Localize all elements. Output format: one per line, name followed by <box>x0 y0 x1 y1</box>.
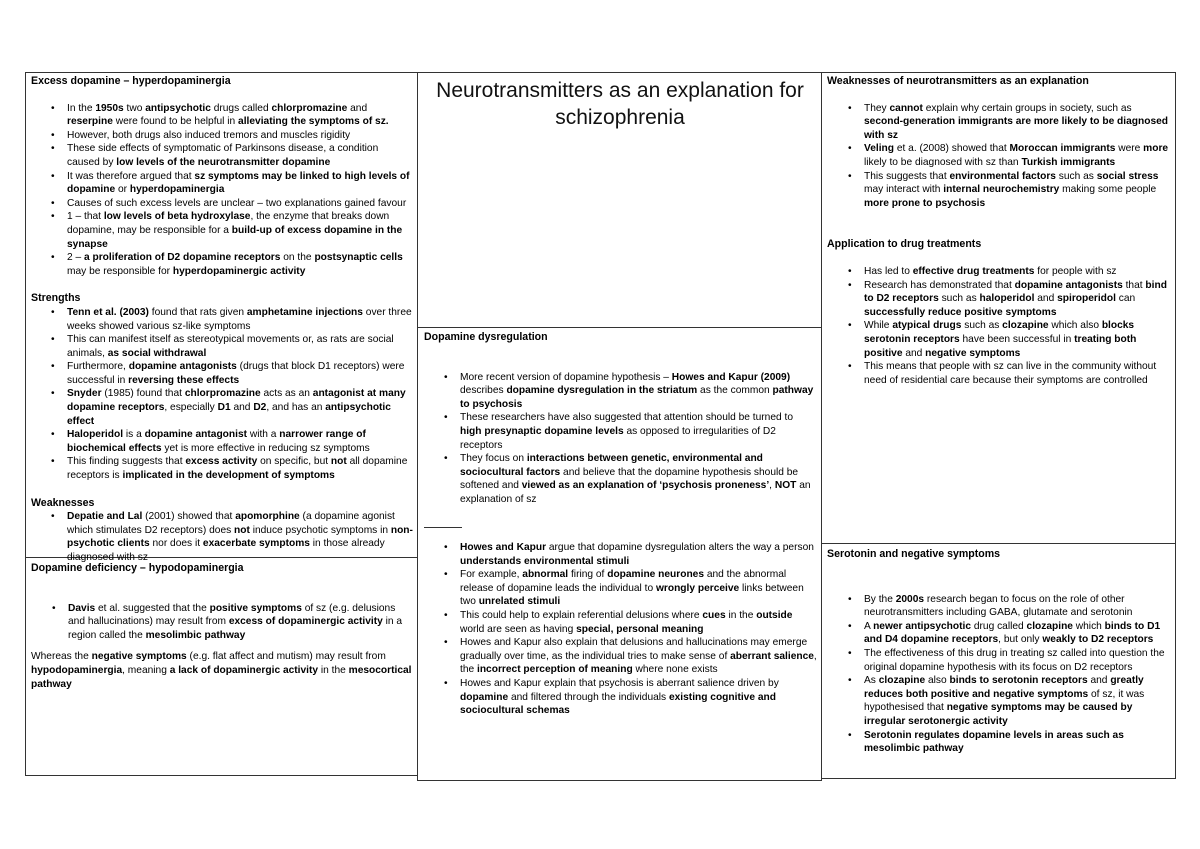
text: et a. (2008) showed that <box>894 143 1010 155</box>
bold-text: dopamine antagonists <box>128 361 237 373</box>
bold-text: 1950s <box>95 102 124 114</box>
bullet-icon: • <box>52 602 56 614</box>
text: However, both drugs also induced tremors and muscles rigidity <box>67 129 351 141</box>
bullet-icon: • <box>444 637 448 649</box>
text: , and has an <box>266 402 326 414</box>
bold-text: clozapine <box>1026 620 1073 632</box>
bold-text: amphetamine injections <box>246 306 363 318</box>
list-item <box>51 387 413 428</box>
text: , especially <box>164 402 218 414</box>
text: (e.g. flat affect and mutism) may result from <box>186 651 386 663</box>
text: This suggests that <box>864 170 950 182</box>
bold-text: antagonist at many dopamine receptors <box>67 388 406 414</box>
list-item <box>444 677 817 718</box>
text: research began to focus on the role of other neurotransmitters including GABA, glutamate and serotonin <box>864 593 1133 619</box>
bold-text: D2 <box>253 402 267 414</box>
text: in the <box>318 664 349 676</box>
bullet-icon: • <box>444 609 448 621</box>
bullet-icon: • <box>51 143 55 155</box>
text: Howes and Kapur explain that psychosis is aberrant salience driven by <box>460 677 779 689</box>
bullet-icon: • <box>51 211 55 223</box>
text: , but only <box>998 634 1043 646</box>
bold-text: chlorpromazine <box>184 388 261 400</box>
text: likely to be diagnosed with sz than <box>864 156 1022 168</box>
text: This can manifest itself as stereotypical movements or, as rats are social animals, <box>67 334 394 359</box>
list-item <box>444 541 817 568</box>
text: This finding suggests that <box>67 456 186 468</box>
bold-text: high presynaptic dopamine levels <box>460 425 624 437</box>
bullet-icon: • <box>444 453 448 465</box>
bold-text: spiroperidol <box>1057 293 1116 305</box>
bold-text: a proliferation of D2 dopamine receptors <box>84 252 281 264</box>
text: Causes of such excess levels are unclear – two explanations gained favour <box>67 197 407 209</box>
bold-text: effective drug treatments <box>912 265 1035 277</box>
bold-text: Howes and Kapur (2009) <box>671 371 791 383</box>
bold-text: Serotonin regulates dopamine levels in areas such as mesolimbic pathway <box>864 729 1124 755</box>
bullet-icon: • <box>848 361 852 373</box>
text: of sz, it was hypothesised that <box>864 688 1145 714</box>
bullet-icon: • <box>51 197 55 209</box>
bold-text: special, personal meaning <box>576 623 704 635</box>
bold-text: Turkish immigrants <box>1021 156 1116 168</box>
text: for people with sz <box>1034 265 1117 277</box>
weak-nt-heading: Weaknesses of neurotransmitters as an explanation <box>827 75 1089 87</box>
dysregulation-section-2 <box>424 541 817 718</box>
text: These side effects of symptomatic of Parkinsons disease, a condition caused by <box>67 143 379 168</box>
text: This could help to explain referential delusions where <box>460 609 703 621</box>
bold-text: sz symptoms may be linked to high levels of dopamine <box>67 170 410 196</box>
page-title: Neurotransmitters as an explanation for schizophrenia <box>436 79 804 129</box>
bold-text: narrower range of biochemical effects <box>67 429 366 454</box>
bold-text: implicated in the development of symptoms <box>122 470 335 482</box>
bullet-icon: • <box>444 412 448 424</box>
bold-text: binds to serotonin receptors <box>949 675 1088 687</box>
text: For example, <box>460 569 523 581</box>
list-item <box>848 647 1171 674</box>
text: as the common <box>697 385 773 397</box>
list-item <box>848 265 1171 279</box>
text: drugs called <box>210 102 272 114</box>
text: and <box>230 402 254 414</box>
bold-text: environmental factors <box>949 170 1056 182</box>
bold-text: mesocortical pathway <box>31 664 412 690</box>
text: on the <box>280 252 315 264</box>
list-item <box>444 636 817 677</box>
bold-text: Veling <box>864 143 895 155</box>
bold-text: Depatie and Lal <box>67 511 143 523</box>
text: As <box>864 675 879 687</box>
bullet-icon: • <box>848 320 852 332</box>
bold-text: greatly reduces both positive and negative symptoms <box>864 675 1144 700</box>
bold-text: incorrect perception of meaning <box>477 664 633 676</box>
bold-text: social stress <box>1096 170 1159 182</box>
text: were found to be helpful in <box>112 116 239 128</box>
text: in those already diagnosed with sz <box>67 538 385 563</box>
text: Furthermore, <box>67 361 129 373</box>
bold-text: unrelated stimuli <box>478 596 561 608</box>
text: and <box>1034 293 1058 305</box>
bold-text: viewed as an explanation of ‘psychosis proneness’ <box>521 480 770 492</box>
bullet-icon: • <box>848 102 852 114</box>
text: where none exists <box>632 664 718 676</box>
bold-text: apomorphine <box>235 511 300 523</box>
text: induce psychotic symptoms in <box>249 524 391 536</box>
bullet-icon: • <box>848 729 852 741</box>
bold-text: dopamine <box>460 691 509 703</box>
bullet-icon: • <box>444 371 448 383</box>
bold-text: atypical drugs <box>892 320 962 332</box>
text: found that rats given <box>148 306 247 318</box>
dysregulation-section <box>424 331 817 507</box>
text: is a <box>123 429 145 441</box>
bold-text: negative symptoms <box>925 347 1021 359</box>
text: 2 – <box>67 252 84 264</box>
bold-text: as social withdrawal <box>107 347 207 359</box>
text: which <box>1072 620 1105 632</box>
bullet-icon: • <box>848 593 852 605</box>
list-item <box>848 360 1171 387</box>
bullet-icon: • <box>51 334 55 346</box>
bold-text: dopamine dysregulation in the striatum <box>506 385 698 397</box>
bullet-icon: • <box>51 388 55 400</box>
text: , <box>769 480 775 492</box>
bold-text: pathway to psychosis <box>460 385 814 410</box>
text: , the <box>460 650 817 676</box>
deficiency-section <box>31 562 413 691</box>
bold-text: not <box>234 524 250 536</box>
text: world are seen as having <box>460 623 577 635</box>
text: in a region called the <box>68 616 403 641</box>
bold-text: excess of dopaminergic activity <box>228 616 383 628</box>
bullet-icon: • <box>51 361 55 373</box>
excess-heading: Excess dopamine – hyperdopaminergia <box>31 75 231 87</box>
list-item <box>848 279 1171 320</box>
bold-text: wrongly perceive <box>655 582 740 594</box>
bullet-icon: • <box>51 252 55 264</box>
list-item <box>52 602 413 643</box>
bold-text: reserpine <box>67 116 113 128</box>
bullet-icon: • <box>848 170 852 182</box>
bold-text: more prone to psychosis <box>864 197 986 209</box>
text: This means that people with sz can live in the community without need of residential care because their symptoms are controlled <box>864 361 1157 386</box>
text: Research has demonstrated that <box>864 279 1015 291</box>
bold-text: internal neurochemistry <box>943 184 1060 196</box>
list-item <box>51 510 413 564</box>
bullet-icon: • <box>51 129 55 141</box>
serotonin-section <box>827 548 1171 756</box>
bold-text: haloperidol <box>979 293 1035 305</box>
bold-text: cannot <box>889 102 923 114</box>
bold-text: understands environmental stimuli <box>460 555 630 567</box>
text: They focus on <box>460 453 527 465</box>
bold-text: clozapine <box>1002 320 1049 332</box>
bold-text: dopamine antagonist <box>144 429 248 441</box>
list-item <box>444 452 817 506</box>
text: making some people <box>1059 184 1157 196</box>
list-item <box>848 170 1171 211</box>
list-item <box>444 371 817 412</box>
bullet-icon: • <box>848 265 852 277</box>
text: , the enzyme that breaks down dopamine, may be responsible for a <box>67 211 390 236</box>
bullet-icon: • <box>444 677 448 689</box>
bold-text: more <box>1143 143 1169 155</box>
text: More recent version of dopamine hypothesis – <box>460 371 672 383</box>
list-item <box>51 333 413 360</box>
text: Has led to <box>864 265 913 277</box>
text: drug called <box>971 620 1027 632</box>
bold-text: low levels of the neurotransmitter dopamine <box>116 156 331 168</box>
deficiency-bullet-list <box>52 602 413 643</box>
bold-text: a lack of dopaminergic activity <box>169 664 319 676</box>
text: yet is more effective in reducing sz symptoms <box>161 442 370 454</box>
text: and <box>347 102 368 114</box>
bold-text: negative symptoms may be caused by irregular serotonergic activity <box>864 702 1133 727</box>
list-item <box>51 197 413 211</box>
bold-text: D1 <box>217 402 231 414</box>
text: which also <box>1048 320 1102 332</box>
text: (drugs that block D1 receptors) were successful in <box>67 361 405 386</box>
text: of sz (e.g. delusions and hallucinations) may result from <box>68 602 396 628</box>
text: firing of <box>568 569 608 581</box>
text: et al. suggested that the <box>95 602 210 614</box>
text: By the <box>864 593 896 605</box>
text: While <box>864 320 893 332</box>
text: on specific, but <box>257 456 331 468</box>
text: such as <box>938 293 980 305</box>
list-item <box>848 319 1171 360</box>
bold-text: postsynaptic cells <box>314 252 403 264</box>
bold-text: cues <box>702 609 726 621</box>
bullet-icon: • <box>444 569 448 581</box>
text: with a <box>247 429 280 441</box>
bold-text: second-generation immigrants are more likely to be diagnosed with sz <box>864 116 1169 141</box>
bold-text: negative symptoms <box>91 651 187 663</box>
bold-text: Davis <box>68 602 96 614</box>
bold-text: 2000s <box>895 593 925 605</box>
bold-text: hypodopaminergia <box>31 664 123 676</box>
text: in the <box>725 609 757 621</box>
list-item <box>444 609 817 636</box>
text: acts as an <box>260 388 313 400</box>
weaknesses-bullet-list <box>51 510 413 564</box>
bold-text: outside <box>756 609 793 621</box>
text: nor does it <box>149 538 203 550</box>
bold-text: antipsychotic effect <box>67 402 391 427</box>
bold-text: exacerbate symptoms <box>202 538 310 550</box>
bold-text: NOT <box>774 480 797 492</box>
bold-text: existing cognitive and sociocultural schemas <box>460 691 776 717</box>
weak-nt-section <box>827 75 1171 387</box>
application-bullet-list <box>848 265 1171 387</box>
bullet-icon: • <box>51 429 55 441</box>
dysregulation-bullet-list-2 <box>444 541 817 718</box>
bullet-icon: • <box>848 675 852 687</box>
text: (a dopamine agonist which stimulates D2 receptors) does <box>67 511 395 536</box>
bold-text: antipsychotic <box>145 102 211 114</box>
text: links between two <box>460 582 804 608</box>
text: The effectiveness of this drug in treating sz called into question the original dopamine hypothesis with its focus on D2 receptors <box>864 647 1165 673</box>
text: (1985) found that <box>101 388 185 400</box>
list-item <box>51 142 413 169</box>
bold-text: dopamine antagonists <box>1014 279 1123 291</box>
bold-text: hyperdopaminergia <box>129 184 225 196</box>
bullet-icon: • <box>51 306 55 318</box>
text: such as <box>961 320 1003 332</box>
text: explain why certain groups in society, such as <box>922 102 1132 114</box>
text: two <box>123 102 146 114</box>
text: have been successful in <box>959 333 1075 345</box>
bold-text: dopamine neurones <box>607 569 705 581</box>
text: as opposed to irregularities of D2 receptors <box>460 425 776 451</box>
bold-text: non-psychotic clients <box>67 524 413 550</box>
dysregulation-heading: Dopamine dysregulation <box>424 331 548 343</box>
list-item <box>848 102 1171 143</box>
bold-text: treating both positive <box>864 333 1137 359</box>
bullet-icon: • <box>848 647 852 659</box>
bold-text: Howes and Kapur <box>460 542 547 553</box>
weak-nt-bullet-list <box>848 102 1171 211</box>
text: can <box>1115 293 1136 305</box>
bold-text: interactions between genetic, environmental and sociocultural factors <box>460 453 763 478</box>
list-item <box>51 428 413 455</box>
section-divider <box>424 527 462 528</box>
text: also <box>925 675 950 687</box>
text: and the abnormal release of dopamine leads the individual to <box>460 569 787 594</box>
bullet-icon: • <box>848 620 852 632</box>
serotonin-bullet-list <box>848 593 1171 756</box>
serotonin-heading: Serotonin and negative symptoms <box>827 548 1001 560</box>
text: may be responsible for <box>67 265 173 277</box>
bold-text: bind to D2 receptors <box>864 279 1167 305</box>
bold-text: build-up of excess dopamine in the synapse <box>67 224 403 250</box>
list-item <box>848 620 1171 647</box>
text: A <box>864 620 874 632</box>
bold-text: clozapine <box>878 675 926 687</box>
text: Howes and Kapur also explain that delusions and hallucinations may emerge gradually over time, as the individual tries to make sense of <box>460 637 808 662</box>
dysregulation-bullet-list-1 <box>444 371 817 507</box>
excess-section <box>31 75 413 565</box>
bold-text: alleviating the symptoms of sz. <box>238 116 389 128</box>
bullet-icon: • <box>51 102 55 114</box>
text: It was therefore argued that <box>67 170 195 182</box>
bold-text: successfully reduce positive symptoms <box>864 306 1057 318</box>
list-item <box>51 210 413 251</box>
bold-text: Snyder <box>67 388 102 400</box>
list-item <box>444 568 817 609</box>
bold-text: aberrant salience <box>730 650 814 662</box>
bold-text: hyperdopaminergic activity <box>172 265 306 277</box>
bold-text: weakly to D2 receptors <box>1042 634 1154 646</box>
bullet-icon: • <box>848 143 852 155</box>
strengths-bullet-list <box>51 306 413 483</box>
text: In the <box>67 102 96 114</box>
bold-text: reversing these effects <box>128 374 240 386</box>
bold-text: mesolimbic pathway <box>145 629 246 641</box>
text: that <box>1122 279 1146 291</box>
bullet-icon: • <box>51 511 55 523</box>
bold-text: newer antipsychotic <box>873 620 972 632</box>
text: and <box>902 347 926 359</box>
list-item <box>848 674 1171 728</box>
text: They <box>864 102 890 114</box>
list-item <box>51 129 413 143</box>
text: such as <box>1055 170 1097 182</box>
text: over three weeks showed various sz-like symptoms <box>67 306 412 332</box>
text: argue that dopamine dysregulation alters the way a person <box>546 542 814 553</box>
bold-text: Tenn et al. (2003) <box>67 306 149 318</box>
bullet-icon: • <box>51 170 55 182</box>
list-item <box>51 306 413 333</box>
list-item <box>51 102 413 129</box>
list-item <box>51 360 413 387</box>
bullet-icon: • <box>444 542 448 553</box>
text: Whereas the <box>31 651 92 663</box>
text: all dopamine receptors is <box>67 456 408 482</box>
bold-text: abnormal <box>522 569 569 581</box>
list-item <box>848 729 1171 756</box>
list-item <box>51 455 413 482</box>
list-item <box>848 593 1171 620</box>
strengths-heading: Strengths <box>31 292 81 305</box>
bold-text: binds to D1 and D4 dopamine receptors <box>864 620 1161 646</box>
list-item <box>444 411 817 452</box>
text: and believe that the dopamine hypothesis should be softened and <box>460 466 799 492</box>
deficiency-paragraph <box>31 650 413 691</box>
bold-text: blocks serotonin receptors <box>864 320 1135 345</box>
list-item <box>51 251 413 278</box>
text: (2001) showed that <box>142 511 236 523</box>
list-item <box>51 170 413 197</box>
excess-bullet-list <box>51 102 413 279</box>
bullet-icon: • <box>51 456 55 468</box>
text: may interact with <box>864 184 944 196</box>
text: and filtered through the individuals <box>508 691 669 703</box>
text: or <box>115 184 130 196</box>
deficiency-heading: Dopamine deficiency – hypodopaminergia <box>31 562 244 574</box>
text: describes <box>460 385 507 397</box>
bold-text: low levels of beta hydroxylase <box>103 211 251 223</box>
bold-text: chlorpromazine <box>271 102 348 114</box>
bold-text: not <box>330 456 347 468</box>
text: an explanation of sz <box>460 480 811 505</box>
text: 1 – that <box>67 211 104 223</box>
application-heading: Application to drug treatments <box>827 238 982 251</box>
bold-text: excess activity <box>185 456 258 468</box>
text: and <box>1087 675 1111 687</box>
text: These researchers have also suggested that attention should be turned to <box>460 412 794 424</box>
bold-text: Moroccan immigrants <box>1009 143 1116 155</box>
bold-text: Haloperidol <box>67 429 124 441</box>
text: were <box>1115 143 1144 155</box>
text: , meaning <box>122 664 170 676</box>
weaknesses-heading: Weaknesses <box>31 496 95 509</box>
list-item <box>848 142 1171 169</box>
bold-text: positive symptoms <box>209 602 302 614</box>
bullet-icon: • <box>848 279 852 291</box>
